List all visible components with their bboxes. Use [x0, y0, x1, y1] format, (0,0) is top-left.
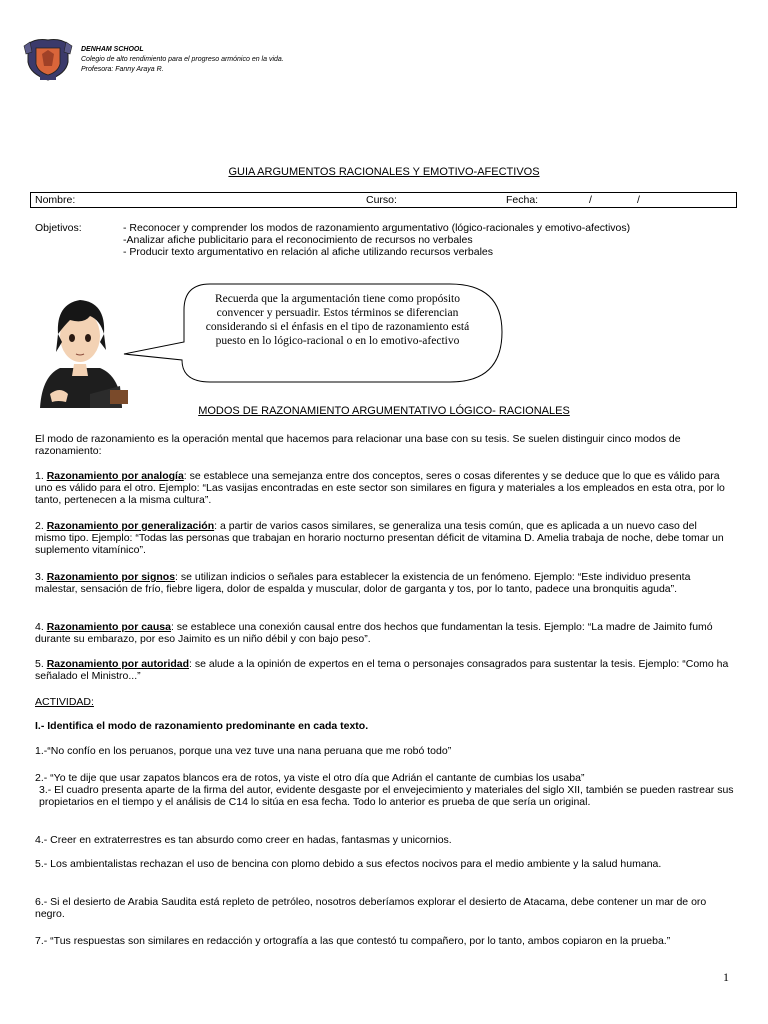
activity-item: 3.- El cuadro presenta aparte de la firma del autor, evidente desgaste por el envejecimiento y materiales del siglo XII, también se pueden rastrear sus propietarios en el tiempo y el análisis de C14 lo sitúa en esa fecha. Todo lo anterior es prueba de que sería un original. — [39, 784, 734, 808]
mode-term: Razonamiento por causa — [46, 621, 171, 633]
speech-bubble-text: Recuerda que la argumentación tiene como propósito convencer y persuadir. Estos términos se diferencian considerando si el énfasis en el tipo de razonamiento está puesto en lo lógico-racional o en lo emotivo-afectivo — [205, 293, 470, 347]
mode-item: 1. Razonamiento por analogía: se establece una semejanza entre dos conceptos, seres o cosas diferentes y se deduce que lo que es válido para uno es válido para el otro. Ejemplo: “Las vasijas encontradas en este sector son similares en figura y materiales a los empleados en esta otra, por lo tanto, pertenecen a la misma cultura”. — [35, 470, 725, 506]
fecha-label: Fecha: — [506, 194, 539, 206]
activity-item: 1.-“No confío en los peruanos, porque una vez tuve una nana peruana que me robó todo” — [35, 745, 452, 757]
mode-item: 2. Razonamiento por generalización: a partir de varios casos similares, se generaliza una tesis común, que es aplicada a un nuevo caso del mismo tipo. Ejemplo: “Todas las personas que trabajan en horario nocturno presentan déficit de vitamina D. Amelia trabaja de noche, debe tomar un suplemento vitamínico”. — [35, 520, 724, 556]
activity-item: 4.- Creer en extraterrestres es tan absurdo como creer en hadas, fantasmas y unicornios. — [35, 834, 452, 846]
student-character-illustration — [30, 290, 130, 408]
date-separator: / — [637, 194, 640, 206]
intro-paragraph: El modo de razonamiento es la operación mental que hacemos para relacionar una base con su tesis. Se suelen distinguir cinco modos de razonamiento: — [35, 433, 681, 457]
mode-term: Razonamiento por autoridad — [46, 658, 190, 670]
school-motto: Colegio de alto rendimiento para el progreso armónico en la vida. — [81, 56, 284, 63]
mode-term: Razonamiento por signos — [46, 571, 176, 583]
mode-item: 4. Razonamiento por causa: se establece una conexión causal entre dos hechos que fundamentan la tesis. Ejemplo: “La madre de Jaimito fumó durante su embarazo, por eso Jaimito es un niño débil y con bajo peso”. — [35, 621, 713, 645]
activity-item: 6.- Si el desierto de Arabia Saudita está repleto de petróleo, nosotros deberíamos explorar el desierto de Atacama, debe contener un mar de oro negro. — [35, 896, 707, 920]
school-crest-logo — [22, 36, 74, 82]
activity-item: 5.- Los ambientalistas rechazan el uso de bencina con plomo debido a sus efectos nocivos para el medio ambiente y la salud humana. — [35, 858, 662, 870]
activity-instruction: I.- Identifica el modo de razonamiento predominante en cada texto. — [35, 720, 369, 732]
page-title: GUIA ARGUMENTOS RACIONALES Y EMOTIVO-AFECTIVOS — [228, 166, 540, 178]
teacher-name: Profesora: Fanny Araya R. — [81, 66, 164, 73]
activity-item: 2.- “Yo te dije que usar zapatos blancos era de rotos, ya viste el otro día que Adrián el cantante de cumbias los usaba” — [35, 772, 585, 784]
objectives-list — [123, 222, 693, 258]
section-title: MODOS DE RAZONAMIENTO ARGUMENTATIVO LÓGICO- RACIONALES — [198, 405, 570, 417]
objective-item: - Producir texto argumentativo en relación al afiche utilizando recursos verbales — [123, 246, 494, 258]
objective-item: -Analizar afiche publicitario para el reconocimiento de recursos no verbales — [123, 234, 473, 246]
mode-term: Razonamiento por generalización — [46, 520, 215, 532]
page-number: 1 — [723, 970, 729, 984]
curso-label: Curso: — [366, 194, 397, 206]
activity-item: 7.- “Tus respuestas son similares en redacción y ortografía a las que contestó tu compañero, por lo tanto, ambos copiaron en la prueba.” — [35, 935, 671, 947]
school-header — [81, 45, 284, 75]
activity-label: ACTIVIDAD: — [35, 696, 94, 708]
student-info-box — [30, 192, 737, 208]
school-name: DENHAM SCHOOL — [81, 46, 144, 53]
mode-term: Razonamiento por analogía — [46, 470, 184, 482]
mode-item: 3. Razonamiento por signos: se utilizan indicios o señales para establecer la existencia de un fenómeno. Ejemplo: “Este individuo presenta malestar, sensación de frío, fiebre ligera, dolor de espalda y muscular, dolor de garganta y tos, por lo tanto, padece una bronquitis aguda”. — [35, 571, 691, 595]
nombre-label: Nombre: — [35, 194, 76, 206]
objective-item: - Reconocer y comprender los modos de razonamiento argumentativo (lógico-racionales y emotivo-afectivos) — [123, 222, 631, 234]
objectives-label: Objetivos: — [35, 222, 82, 234]
mode-item: 5. Razonamiento por autoridad: se alude a la opinión de expertos en el tema o personajes consagrados para sustentar la tesis. Ejemplo: “Como ha señalado el Ministro...” — [35, 658, 729, 682]
date-separator: / — [589, 194, 592, 206]
